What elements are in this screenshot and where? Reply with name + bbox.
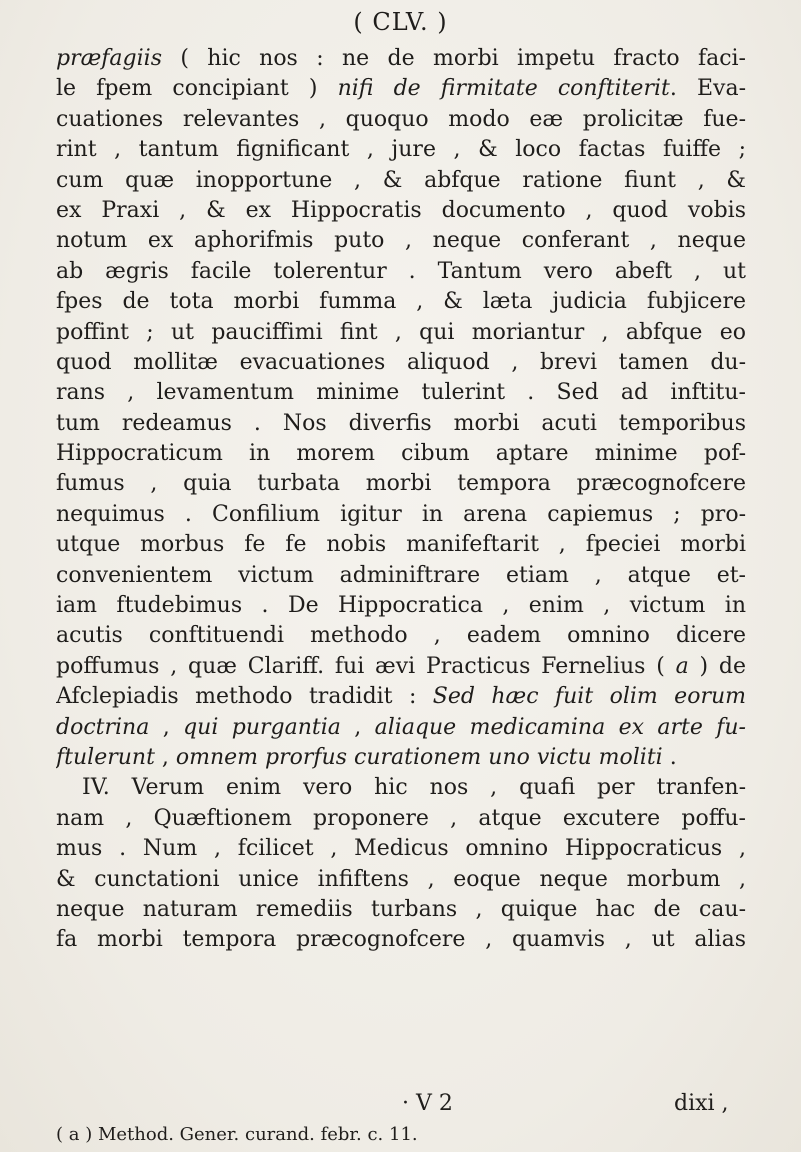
footnote: ( a ) Method. Gener. curand. febr. c. 11.	[56, 1124, 418, 1145]
text-span: neque naturam remediis turbans , quique hac de cau-	[56, 896, 746, 922]
italic-text: qui purgantia	[183, 714, 341, 740]
text-line	[56, 895, 746, 925]
text-line	[56, 865, 746, 895]
text-line	[56, 318, 746, 348]
text-span: ,	[154, 744, 176, 770]
signature-mark: · V 2	[402, 1091, 453, 1116]
text-span: utque morbus fe fe nobis manifeftarit , fpeciei morbi	[56, 532, 746, 558]
text-span: ( hic nos : ne de morbi impetu fracto faci-	[161, 46, 746, 71]
text-span: fa morbi tempora præcognofcere , quamvis , ut alias	[56, 927, 746, 953]
text-line	[56, 257, 746, 287]
text-span: poffumus , quæ Clariff. fui ævi Practicus Fernelius (	[56, 653, 676, 679]
text-span: ex Praxi , & ex Hippocratis documento , quod vobis	[56, 197, 746, 223]
text-line	[56, 530, 746, 560]
text-span: IV. Verum enim vero hic nos , quafi per tranfen-	[82, 775, 746, 801]
text-span: ,	[340, 714, 375, 740]
text-line	[56, 561, 746, 591]
text-span: . Eva-	[669, 76, 746, 102]
text-span: ) de	[688, 653, 746, 679]
signature-line	[0, 1091, 801, 1119]
text-line	[56, 925, 746, 955]
text-span: mus . Num , fcilicet , Medicus omnino Hippocraticus ,	[56, 836, 746, 862]
text-line	[56, 196, 746, 226]
body-text	[56, 44, 746, 956]
text-span: nam , Quæftionem proponere , atque excutere poffu-	[56, 805, 746, 831]
text-span: rans , levamentum minime tulerint . Sed ad inftitu-	[56, 380, 746, 406]
text-line	[56, 409, 746, 439]
text-span: Afclepiadis methodo tradidit :	[56, 684, 433, 710]
text-line	[56, 621, 746, 651]
text-line	[56, 439, 746, 469]
text-line	[56, 652, 746, 682]
italic-text: aliaque medicamina ex arte fu-	[374, 714, 746, 740]
text-span: acutis conftituendi methodo , eadem omnino dicere	[56, 623, 746, 649]
italic-text: nifi de firmitate conftiterit	[337, 76, 670, 102]
text-span: quod mollitæ evacuationes aliquod , brevi tamen du-	[56, 349, 746, 375]
text-line	[56, 500, 746, 530]
text-line	[56, 834, 746, 864]
italic-text: doctrina	[56, 714, 150, 740]
text-span: notum ex aphorifmis puto , neque conferant , neque	[56, 228, 746, 254]
text-line	[56, 469, 746, 499]
text-line	[56, 74, 746, 104]
text-span: & cunctationi unice infiftens , eoque neque morbum ,	[56, 866, 746, 892]
text-span: cuationes relevantes , quoquo modo eæ prolicitæ fue-	[56, 106, 746, 132]
text-span: cum quæ inopportune , & abfque ratione fiunt , &	[56, 167, 746, 193]
text-span: fumus , quia turbata morbi tempora præcognofcere	[56, 471, 746, 497]
text-span: ,	[149, 714, 184, 740]
text-line	[56, 591, 746, 621]
text-line	[56, 287, 746, 317]
text-span: tum redeamus . Nos diverfis morbi acuti temporibus	[56, 410, 746, 436]
text-line	[56, 378, 746, 408]
text-line	[56, 348, 746, 378]
text-line	[56, 44, 746, 74]
text-span: iam ftudebimus . De Hippocratica , enim , victum in	[56, 593, 746, 619]
italic-text: Sed hæc fuit olim eorum	[432, 684, 746, 710]
text-line	[56, 743, 746, 773]
text-span: ab ægris facile tolerentur . Tantum vero abeft , ut	[56, 258, 746, 284]
text-line	[56, 166, 746, 196]
text-line	[56, 105, 746, 135]
page-header: ( CLV. )	[353, 8, 448, 36]
text-span: Hippocraticum in morem cibum aptare minime pof-	[56, 441, 746, 467]
text-line	[56, 135, 746, 165]
text-span: fpes de tota morbi fumma , & læta judicia fubjicere	[56, 289, 746, 315]
italic-text: ftulerunt	[56, 744, 155, 770]
text-line	[56, 804, 746, 834]
italic-text: omnem prorfus curationem uno victu moliti	[175, 744, 663, 770]
text-line	[56, 682, 746, 712]
text-span: convenientem victum adminiftrare etiam , atque et-	[56, 562, 746, 588]
text-line	[56, 713, 746, 743]
text-span: rint , tantum fignificant , jure , & loco factas fuiffe ;	[56, 137, 746, 163]
text-line	[56, 226, 746, 256]
italic-text: a	[675, 653, 689, 679]
italic-text: præfagiis	[56, 46, 162, 71]
catchword: dixi ,	[674, 1091, 729, 1116]
text-span: le fpem concipiant )	[56, 76, 338, 102]
text-span: .	[662, 744, 677, 770]
text-line	[56, 773, 746, 803]
text-span: nequimus . Confilium igitur in arena capiemus ; pro-	[56, 501, 746, 527]
text-span: poffint ; ut pauciffimi fint , qui moriantur , abfque eo	[56, 319, 746, 345]
